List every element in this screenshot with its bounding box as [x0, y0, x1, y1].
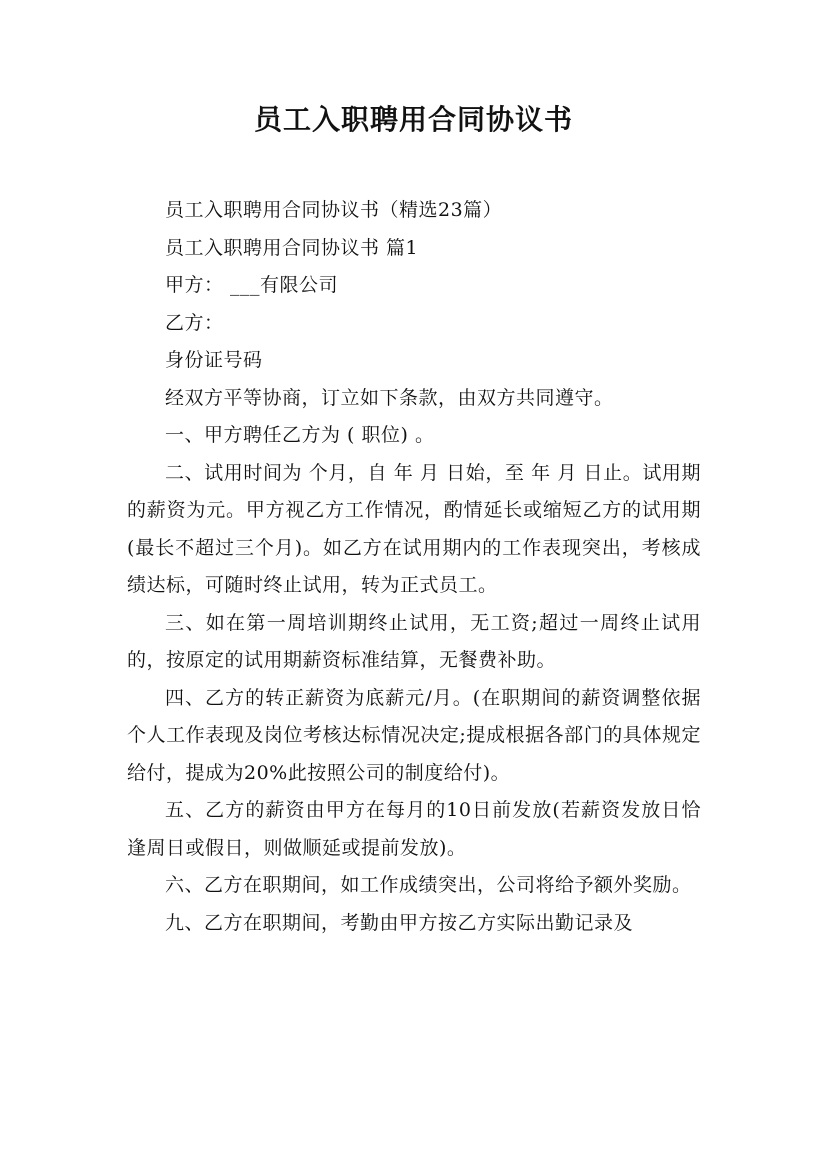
paragraph-subtitle: 员工入职聘用合同协议书（精选23篇）	[165, 199, 503, 221]
paragraph-clause-9: 九、乙方在职期间，考勤由甲方按乙方实际出勤记录及	[165, 911, 634, 934]
paragraph-clause-3: 三、如在第一周培训期终止试用，无工资;超过一周终止试用的，按原定的试用期薪资标准结算，无餐费补助。	[127, 611, 701, 671]
paragraph-id-number: 身份证号码	[165, 349, 263, 371]
paragraph-party-a: 甲方： ___有限公司	[165, 274, 339, 296]
paragraph-section-heading: 员工入职聘用合同协议书 篇1	[165, 236, 419, 259]
paragraph-clause-5: 五、乙方的薪资由甲方在每月的10日前发放(若薪资发放日恰逢周日或假日，则做顺延或提前发放)。	[127, 799, 701, 859]
paragraph-preamble: 经双方平等协商，订立如下条款，由双方共同遵守。	[165, 386, 614, 409]
document-body	[127, 192, 701, 942]
document-title: 员工入职聘用合同协议书	[253, 103, 573, 136]
paragraph-clause-1: 一、甲方聘任乙方为 ( 职位) 。	[165, 424, 435, 446]
paragraph-clause-6: 六、乙方在职期间，如工作成绩突出，公司将给予额外奖励。	[165, 874, 692, 896]
paragraph-party-b: 乙方：	[165, 311, 224, 334]
paragraph-clause-4: 四、乙方的转正薪资为底薪元/月。(在职期间的薪资调整依据个人工作表现及岗位考核达标情况决定;提成根据各部门的具体规定给付，提成为20%此按照公司的制度给付)。	[127, 686, 701, 784]
paragraph-clause-2: 二、试用时间为 个月，自 年 月 日始，至 年 月 日止。试用期的薪资为元。甲方视乙方工作情况，酌情延长或缩短乙方的试用期(最长不超过三个月)。如乙方在试用期内的工作表现突出，考核成绩达标，可随时终止试用，转为正式员工。	[127, 461, 701, 596]
